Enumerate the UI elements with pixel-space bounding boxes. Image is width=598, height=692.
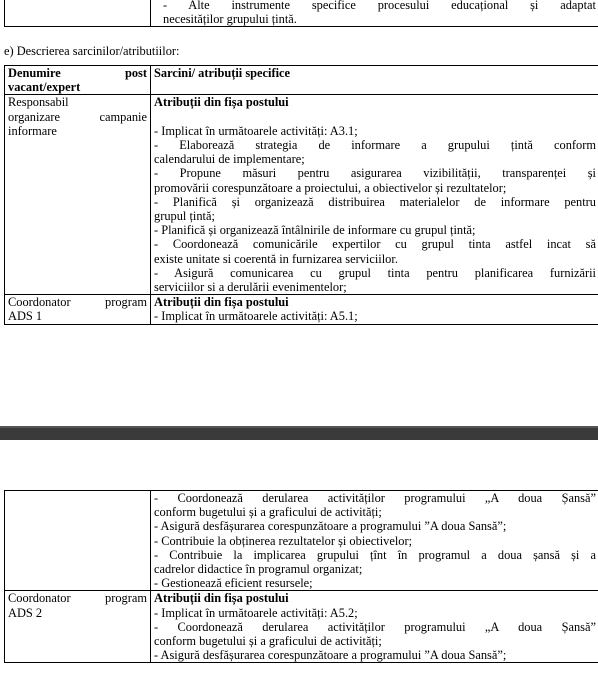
duty-line: promovării corespunzătoare a proiectului, a obiectivelor și rezultatelor;: [154, 180, 507, 195]
previous-table-fragment: [4, 0, 598, 27]
duties-cell: [151, 591, 598, 663]
duties-cell: [151, 295, 598, 324]
duty-line: - Coordonează derularea activităților programului „A doua Șansă”: [154, 491, 596, 505]
duty-line: existe unitate si coerentă in furnizarea serviciilor.: [154, 251, 398, 266]
duty-line: - Coordonează comunicările expertilor cu grupul tinta astfel incat să: [154, 237, 596, 252]
duties-heading: Atribuții din fișa postului: [154, 591, 289, 606]
fragment-line-2: necesităților grupului țintă.: [163, 12, 297, 27]
role-cell-empty: [5, 491, 151, 591]
duty-line: - Planifică și organizează distribuirea materialelor de informare pentru: [154, 194, 596, 209]
header-role-line-1: Denumire post: [8, 66, 147, 80]
duty-line: - Contribuie la implicarea grupului țînt în programul a doua șansă și a: [154, 547, 596, 562]
table-row: [5, 95, 598, 295]
duty-line: - Implicat în următoarele activități: A5.1;: [154, 309, 358, 324]
duties-table-continued: [4, 490, 598, 663]
role-line: informare: [8, 123, 57, 138]
duty-line: conform bugetului și a graficului de activități;: [154, 505, 382, 520]
table-row: [5, 295, 598, 324]
duty-line: cadrelor didactice în programul organizat;: [154, 562, 363, 577]
header-duties-cell: Sarcini/ atribuții specifice: [151, 66, 598, 95]
table-row: [5, 491, 598, 591]
role-line: Coordonator program: [8, 295, 147, 310]
duty-line: - Gestionează eficient resursele;: [154, 576, 313, 591]
fragment-empty-cell: [5, 0, 151, 27]
duty-line: calendarului de implementare;: [154, 152, 305, 167]
duty-line: - Elaborează strategia de informare a grupului țintă conform: [154, 138, 596, 152]
header-role-cell: [5, 66, 151, 95]
role-line: ADS 2: [8, 605, 43, 620]
fragment-text-cell: [151, 0, 598, 27]
duties-heading: Atribuții din fișa postului: [154, 295, 289, 310]
role-line: Coordonator program: [8, 591, 147, 606]
role-cell: [5, 95, 151, 295]
duty-line: - Implicat în următoarele activități: A5.2;: [154, 605, 358, 620]
duty-line: - Asigură desfășurarea corespunzătoare a programului ”A doua Sansă”;: [154, 648, 507, 663]
page-break-separator: [0, 426, 598, 440]
section-caption: e) Descrierea sarcinilor/atributiilor:: [4, 44, 180, 58]
duties-table: [4, 65, 598, 325]
duties-heading: Atribuții din fișa postului: [154, 95, 289, 110]
role-line: ADS 1: [8, 309, 43, 324]
table-header-row: [5, 66, 598, 95]
document-page-2: [0, 440, 598, 692]
duties-cell: [151, 95, 598, 295]
duty-line: conform bugetului și a graficului de activități;: [154, 634, 382, 649]
duty-line: - Propune măsuri pentru asigurarea vizibilității, transparenței și: [154, 166, 596, 181]
table-row: [5, 591, 598, 663]
role-line: organizare campanie: [8, 109, 147, 124]
duties-cell: [151, 491, 598, 591]
duty-line: - Planifică și organizează întâlnirile de informare cu grupul țintă;: [154, 223, 476, 238]
duty-line: - Implicat în următoarele activități: A3.1;: [154, 123, 358, 138]
duty-line: - Coordonează derularea activităților programului „A doua Șansă”: [154, 619, 596, 634]
duty-line: - Asigură desfășurarea corespunzătoare a programului ”A doua Sansă”;: [154, 519, 507, 534]
role-line: Responsabil: [8, 95, 69, 110]
role-cell: [5, 591, 151, 663]
duty-line: - Contribuie la obținerea rezultatelor și obiectivelor;: [154, 533, 413, 548]
duty-line: - Asigură comunicarea cu grupul tinta pentru planificarea furnizării: [154, 265, 596, 280]
header-role-line-2: vacant/expert: [8, 80, 81, 95]
duty-line: serviciilor si a derulării evenimentelor;: [154, 280, 347, 295]
role-cell: [5, 295, 151, 324]
duty-line: grupul țintă;: [154, 209, 215, 224]
fragment-line-1: - Alte instrumente specifice procesului educațional și adaptat: [163, 0, 596, 12]
